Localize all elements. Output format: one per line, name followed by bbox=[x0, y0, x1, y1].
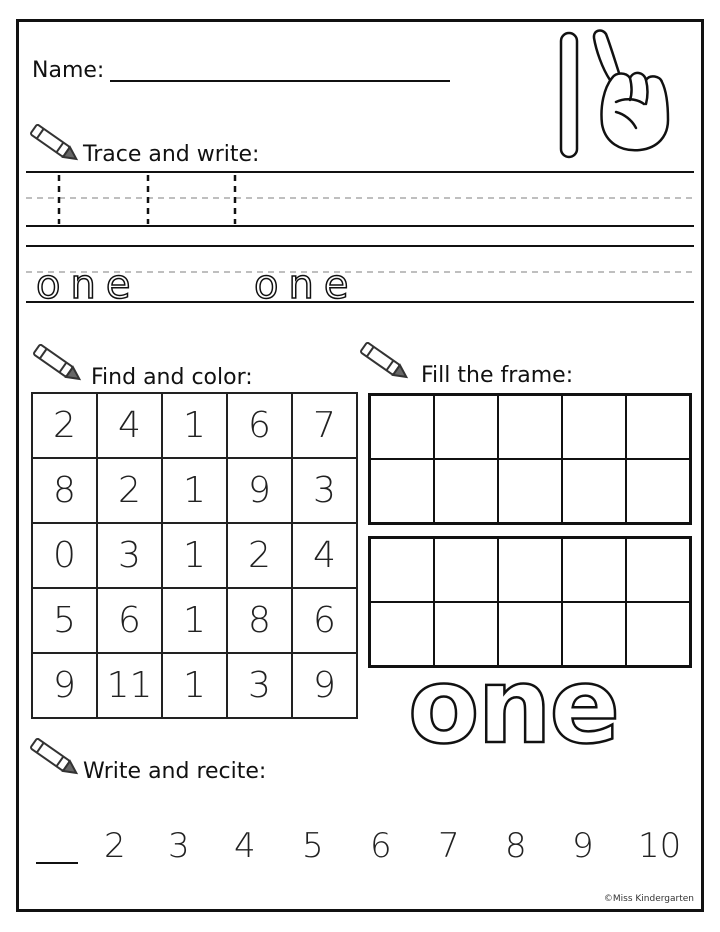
grid-row bbox=[32, 653, 357, 718]
name-label: Name: bbox=[32, 58, 105, 83]
grid-row bbox=[32, 393, 357, 458]
sequence-number: 3 bbox=[168, 826, 190, 866]
trace-heading: Trace and write: bbox=[83, 142, 260, 167]
big-numeral-one bbox=[561, 33, 577, 157]
grid-cell[interactable]: 3 bbox=[292, 458, 357, 523]
sequence-number: 7 bbox=[438, 826, 460, 866]
grid-cell[interactable]: 9 bbox=[32, 653, 97, 718]
hand-one-finger-icon bbox=[594, 31, 668, 151]
frame-cell[interactable] bbox=[370, 459, 435, 524]
frame-cell[interactable] bbox=[562, 395, 626, 460]
name-line[interactable] bbox=[110, 80, 450, 82]
trace-word-2[interactable]: one bbox=[254, 262, 359, 308]
crayon-icon bbox=[25, 124, 85, 164]
grid-cell[interactable]: 3 bbox=[97, 523, 162, 588]
bubble-word[interactable]: one bbox=[408, 645, 619, 767]
grid-row bbox=[32, 458, 357, 523]
frame-cell[interactable] bbox=[626, 459, 691, 524]
crayon-icon bbox=[28, 344, 88, 384]
sequence-number: 2 bbox=[104, 826, 126, 866]
grid-cell[interactable]: 9 bbox=[292, 653, 357, 718]
grid-cell[interactable]: 9 bbox=[227, 458, 292, 523]
frame-cell[interactable] bbox=[626, 395, 691, 460]
sequence-number: 5 bbox=[302, 826, 324, 866]
grid-cell[interactable]: 2 bbox=[97, 458, 162, 523]
find-heading: Find and color: bbox=[91, 365, 253, 390]
grid-cell[interactable]: 2 bbox=[227, 523, 292, 588]
frame-cell[interactable] bbox=[370, 538, 435, 603]
frame-cell[interactable] bbox=[434, 538, 498, 603]
grid-cell[interactable]: 7 bbox=[292, 393, 357, 458]
frame-cell[interactable] bbox=[498, 395, 562, 460]
grid-cell[interactable]: 6 bbox=[97, 588, 162, 653]
grid-cell[interactable]: 1 bbox=[162, 458, 227, 523]
crayon-icon bbox=[355, 342, 415, 382]
answer-blank[interactable] bbox=[36, 862, 78, 864]
grid-cell[interactable]: 0 bbox=[32, 523, 97, 588]
grid-cell[interactable]: 1 bbox=[162, 523, 227, 588]
sequence-number: 9 bbox=[572, 826, 594, 866]
frame-cell[interactable] bbox=[626, 538, 691, 603]
sequence-number: 10 bbox=[638, 826, 682, 866]
grid-cell[interactable]: 6 bbox=[292, 588, 357, 653]
crayon-icon bbox=[25, 738, 85, 778]
frame-cell[interactable] bbox=[562, 459, 626, 524]
number-display bbox=[550, 28, 690, 164]
grid-cell[interactable]: 3 bbox=[227, 653, 292, 718]
grid-cell[interactable]: 1 bbox=[162, 393, 227, 458]
frame-cell[interactable] bbox=[434, 395, 498, 460]
frame-cell[interactable] bbox=[626, 602, 691, 667]
frame-cell[interactable] bbox=[498, 538, 562, 603]
frame-cell[interactable] bbox=[434, 459, 498, 524]
grid-cell[interactable]: 4 bbox=[292, 523, 357, 588]
grid-cell[interactable]: 1 bbox=[162, 588, 227, 653]
frame-heading: Fill the frame: bbox=[421, 363, 574, 388]
sequence-number: 6 bbox=[370, 826, 392, 866]
grid-row bbox=[32, 523, 357, 588]
grid-cell[interactable]: 5 bbox=[32, 588, 97, 653]
grid-cell[interactable]: 2 bbox=[32, 393, 97, 458]
recite-heading: Write and recite: bbox=[83, 759, 267, 784]
grid-cell[interactable]: 8 bbox=[32, 458, 97, 523]
frame-cell[interactable] bbox=[370, 395, 435, 460]
grid-cell[interactable]: 8 bbox=[227, 588, 292, 653]
sequence-number: 4 bbox=[234, 826, 256, 866]
sequence-number: 8 bbox=[505, 826, 527, 866]
frame-cell[interactable] bbox=[562, 538, 626, 603]
copyright-text: ©Miss Kindergarten bbox=[603, 894, 694, 904]
grid-cell[interactable]: 6 bbox=[227, 393, 292, 458]
traceable-ones bbox=[59, 175, 235, 224]
grid-cell[interactable]: 1 bbox=[162, 653, 227, 718]
find-and-color-grid bbox=[31, 392, 358, 719]
grid-cell[interactable]: 11 bbox=[97, 653, 162, 718]
ten-frame-1 bbox=[368, 393, 692, 525]
grid-cell[interactable]: 4 bbox=[97, 393, 162, 458]
frame-cell[interactable] bbox=[498, 459, 562, 524]
grid-row bbox=[32, 588, 357, 653]
trace-word-1[interactable]: one bbox=[36, 262, 141, 308]
